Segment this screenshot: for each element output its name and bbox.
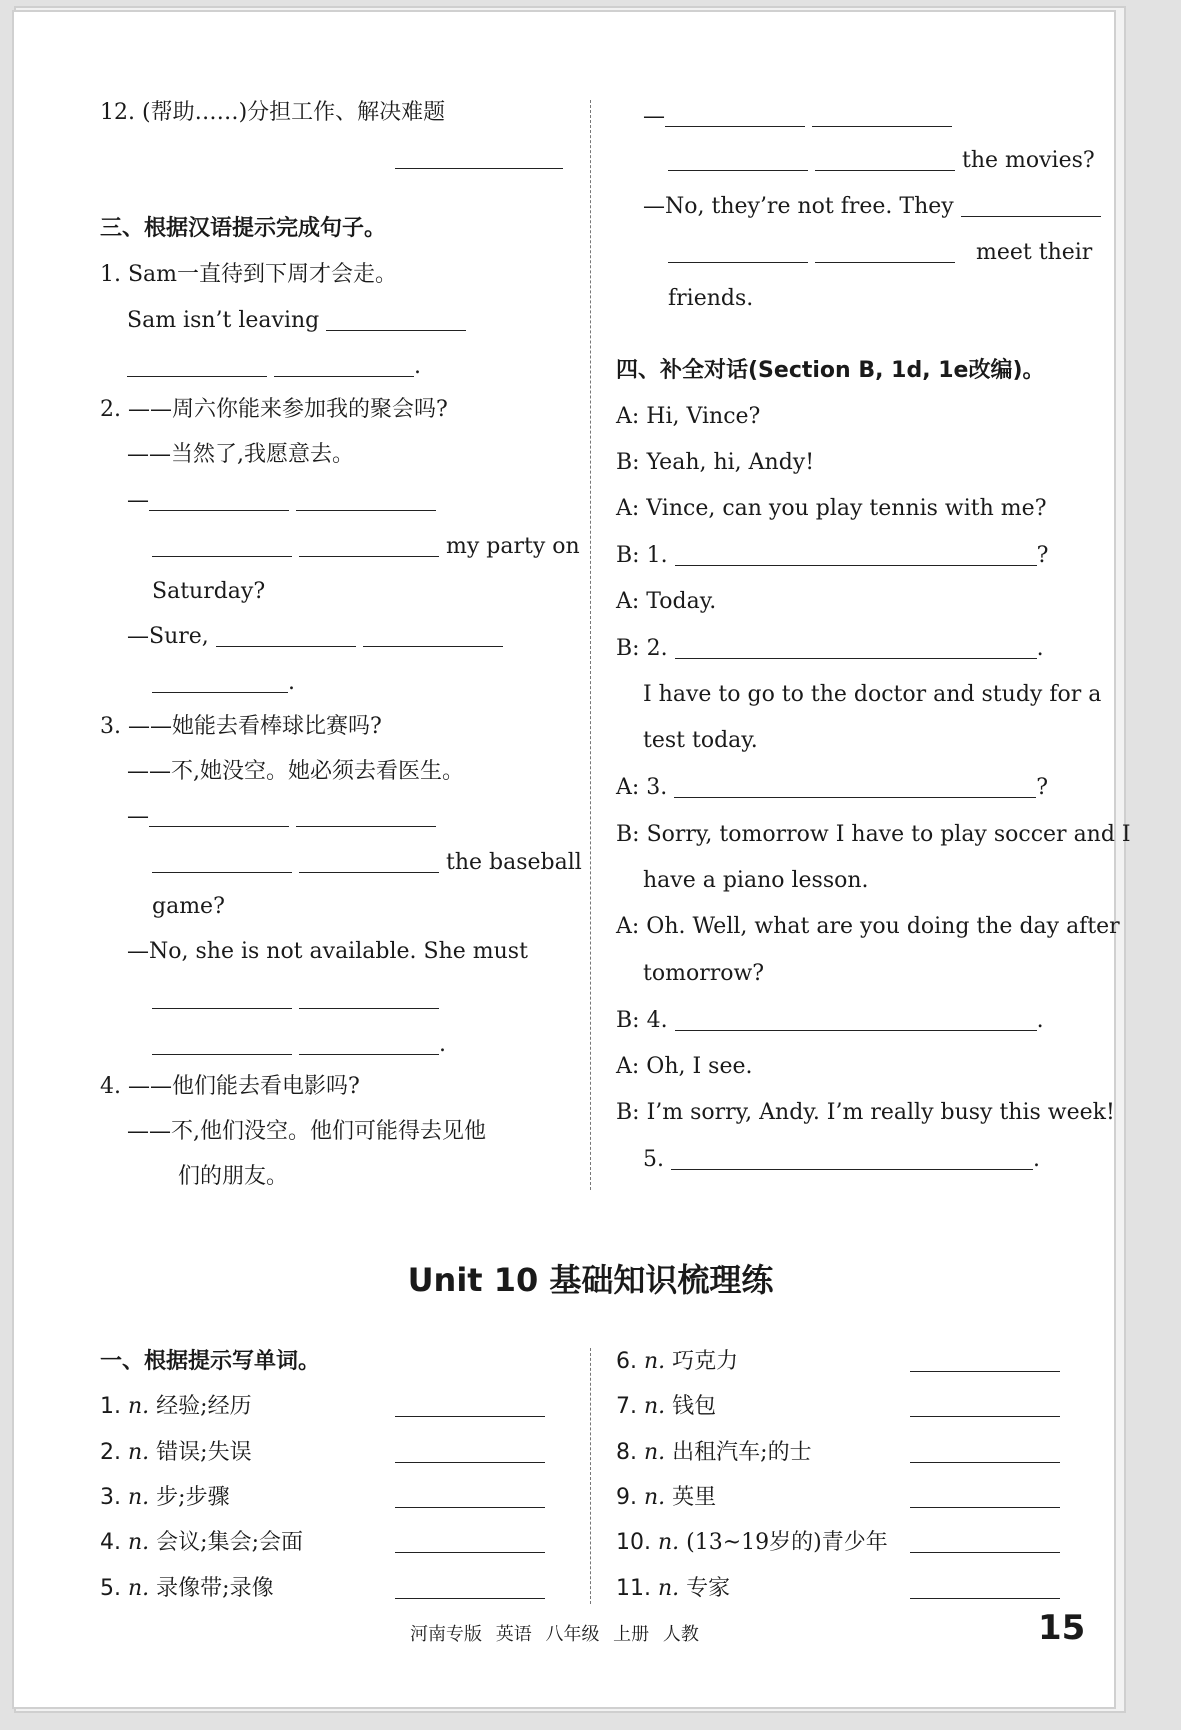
answer-blank[interactable] xyxy=(395,1440,545,1463)
dialogue-line: A: Hi, Vince? xyxy=(616,404,761,429)
word-item: 11. n. 专家 xyxy=(616,1576,731,1601)
word-section-title: 一、根据提示写单词。 xyxy=(100,1349,321,1374)
s2-chinese-a: ——当然了,我愿意去。 xyxy=(127,442,354,467)
answer-blank[interactable] xyxy=(910,1440,1060,1463)
answer-blank[interactable] xyxy=(395,1576,545,1599)
word-item: 5. n. 录像带;录像 xyxy=(100,1576,274,1601)
s3-game: game? xyxy=(152,894,225,919)
word-item: 6. n. 巧克力 xyxy=(616,1349,739,1374)
unit-title: Unit 10 基础知识梳理练 xyxy=(407,1261,774,1299)
word-item: 4. n. 会议;集会;会面 xyxy=(100,1530,303,1555)
s3-chinese-a: ——不,她没空。她必须去看医生。 xyxy=(127,759,464,784)
answer-blank[interactable] xyxy=(299,534,439,557)
answer-blank[interactable] xyxy=(216,624,356,647)
answer-blank[interactable] xyxy=(815,240,955,263)
dialogue-b2: B: 2. xyxy=(616,636,668,661)
no-free-text: —No, they’re not free. They xyxy=(643,194,954,219)
answer-blank[interactable] xyxy=(296,804,436,827)
word-item: 3. n. 步;步骤 xyxy=(100,1485,230,1510)
friends-text: friends. xyxy=(668,286,754,311)
answer-blank[interactable] xyxy=(395,1394,545,1417)
s3-end: the baseball xyxy=(446,850,582,875)
dialogue-line: B: Sorry, tomorrow I have to play soccer and I xyxy=(616,822,1131,847)
word-item: 10. n. (13~19岁的)青少年 xyxy=(616,1530,888,1555)
s3-chinese-q: 3. ——她能去看棒球比赛吗? xyxy=(100,714,382,739)
dialogue-line: have a piano lesson. xyxy=(643,868,869,893)
dialogue-line: B: I’m sorry, Andy. I’m really busy this week! xyxy=(616,1100,1115,1125)
dialogue-5: 5. xyxy=(643,1147,664,1172)
answer-blank[interactable] xyxy=(152,534,292,557)
word-item: 8. n. 出租汽车;的士 xyxy=(616,1440,812,1465)
s1-chinese: 1. Sam一直待到下周才会走。 xyxy=(100,262,398,287)
answer-blank[interactable] xyxy=(395,1530,545,1553)
answer-blank[interactable] xyxy=(675,636,1037,659)
s2-sure: —Sure, xyxy=(127,624,209,649)
section4-title: 四、补全对话(Section B, 1d, 1e改编)。 xyxy=(616,358,1045,383)
answer-blank[interactable] xyxy=(910,1576,1060,1599)
dialogue-line: A: Vince, can you play tennis with me? xyxy=(616,496,1047,521)
answer-blank[interactable] xyxy=(149,804,289,827)
q12-text: 12. (帮助……)分担工作、解决难题 xyxy=(100,100,446,125)
answer-blank[interactable] xyxy=(149,488,289,511)
answer-blank[interactable] xyxy=(296,488,436,511)
s4-chinese-a: ——不,他们没空。他们可能得去见他 xyxy=(127,1119,486,1144)
meet-text: meet their xyxy=(976,240,1093,265)
answer-blank[interactable] xyxy=(152,1032,292,1055)
answer-blank[interactable] xyxy=(152,670,288,693)
dialogue-line: I have to go to the doctor and study for a xyxy=(643,682,1102,707)
s4-chinese-q: 4. ——他们能去看电影吗? xyxy=(100,1074,360,1099)
column-divider xyxy=(590,100,591,1190)
s4-chinese-a2: 们的朋友。 xyxy=(178,1164,289,1189)
s3-answer: —No, she is not available. She must xyxy=(127,939,528,964)
answer-blank[interactable] xyxy=(815,148,955,171)
s2-saturday: Saturday? xyxy=(152,579,266,604)
answer-blank[interactable] xyxy=(675,1008,1037,1031)
answer-blank[interactable] xyxy=(910,1485,1060,1508)
answer-blank[interactable] xyxy=(910,1349,1060,1372)
dialogue-line: A: Today. xyxy=(616,589,717,614)
page-footer: 河南专版 英语 八年级 上册 人教 xyxy=(410,1624,699,1645)
answer-blank[interactable] xyxy=(152,850,292,873)
answer-blank[interactable] xyxy=(299,1032,439,1055)
movies-text: the movies? xyxy=(962,148,1095,173)
word-item: 1. n. 经验;经历 xyxy=(100,1394,252,1419)
answer-blank[interactable] xyxy=(363,624,503,647)
dialogue-line: A: Oh. Well, what are you doing the day after xyxy=(616,914,1120,939)
answer-blank[interactable] xyxy=(675,543,1037,566)
section3-title: 三、根据汉语提示完成句子。 xyxy=(100,216,387,241)
s2-chinese-q: 2. ——周六你能来参加我的聚会吗? xyxy=(100,397,448,422)
answer-blank[interactable] xyxy=(668,148,808,171)
word-item: 9. n. 英里 xyxy=(616,1485,717,1510)
answer-blank[interactable] xyxy=(665,104,805,127)
answer-blank[interactable] xyxy=(395,1485,545,1508)
word-item: 2. n. 错误;失误 xyxy=(100,1440,252,1465)
answer-blank[interactable] xyxy=(671,1147,1033,1170)
answer-blank[interactable] xyxy=(674,775,1036,798)
answer-blank[interactable] xyxy=(812,104,952,127)
answer-blank[interactable] xyxy=(274,354,414,377)
dialogue-line: tomorrow? xyxy=(643,961,765,986)
dialogue-b1: B: 1. xyxy=(616,543,668,568)
s1-english: Sam isn’t leaving xyxy=(127,308,320,333)
answer-blank[interactable] xyxy=(910,1394,1060,1417)
answer-blank[interactable] xyxy=(152,986,292,1009)
answer-blank[interactable] xyxy=(299,986,439,1009)
dialogue-b4: B: 4. xyxy=(616,1008,668,1033)
answer-blank[interactable] xyxy=(299,850,439,873)
dialogue-line: B: Yeah, hi, Andy! xyxy=(616,450,815,475)
answer-blank[interactable] xyxy=(127,354,267,377)
answer-blank[interactable] xyxy=(395,146,563,169)
dialogue-line: A: Oh, I see. xyxy=(616,1054,753,1079)
answer-blank[interactable] xyxy=(668,240,808,263)
s2-end: my party on xyxy=(446,534,580,559)
dialogue-a3: A: 3. xyxy=(616,775,668,800)
answer-blank[interactable] xyxy=(910,1530,1060,1553)
answer-blank[interactable] xyxy=(326,308,466,331)
page-number: 15 xyxy=(1038,1608,1086,1648)
answer-blank[interactable] xyxy=(961,194,1101,217)
column-divider-lower xyxy=(590,1348,591,1604)
word-item: 7. n. 钱包 xyxy=(616,1394,717,1419)
dialogue-line: test today. xyxy=(643,728,758,753)
